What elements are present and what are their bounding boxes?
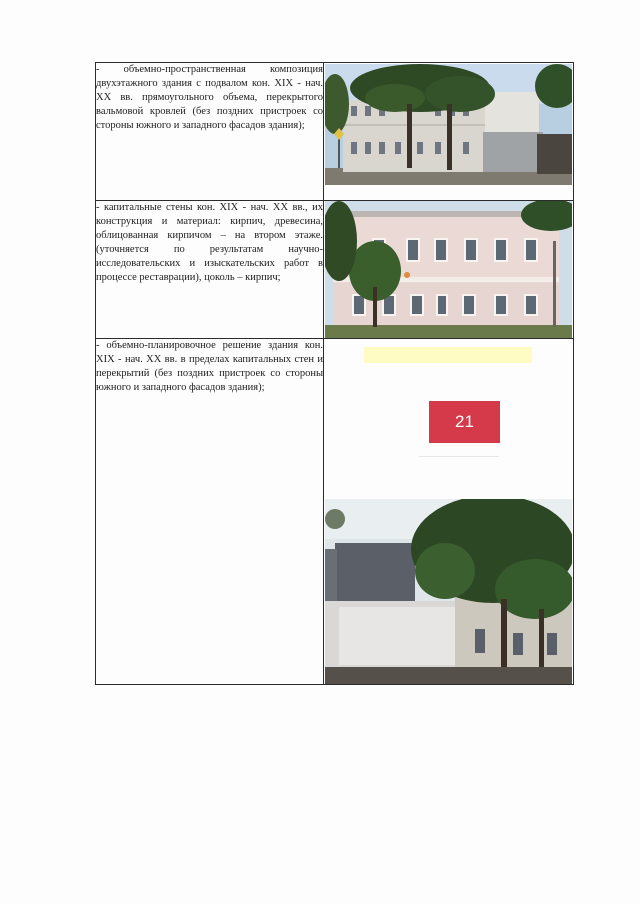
table-row	[96, 63, 574, 201]
building-rear-photo	[325, 499, 572, 684]
description-cell	[96, 339, 324, 685]
description-cell	[96, 201, 324, 339]
building-corner-photo	[325, 64, 572, 185]
description-cell	[96, 63, 324, 201]
highlight-strip	[364, 347, 532, 363]
table-row	[96, 339, 574, 685]
photo-cell	[324, 63, 574, 201]
page-badge: 21	[429, 401, 500, 443]
photo-cell	[324, 201, 574, 339]
photo-cell	[324, 339, 574, 685]
description-text: - объемно-пространственная композиция двухэтажного здания с подвалом кон. XIX - нач. XX вв. прямоугольного объема, перекрытого вальмовой кровлей (без поздних пристроек со стороны южного и западного фасадов здания);	[96, 64, 323, 131]
table-row	[96, 201, 574, 339]
building-facade-photo	[325, 201, 572, 338]
description-text: - капитальные стены кон. XIX - нач. XX вв., их конструкция и материал: кирпич, древесина, облицованная кирпичом – на втором этаже. (уточняется по результатам научно-исследовательских и изыскательских работ в процессе реставрации), цоколь – кирпич;	[96, 202, 323, 283]
description-text: - объемно-планировочное решение здания кон. XIX - нач. XX вв. в пределах капитальных стен и перекрытий (без поздних пристроек со стороны южного и западного фасадов здания);	[96, 340, 323, 393]
divider	[419, 456, 499, 457]
feature-table	[95, 62, 574, 685]
